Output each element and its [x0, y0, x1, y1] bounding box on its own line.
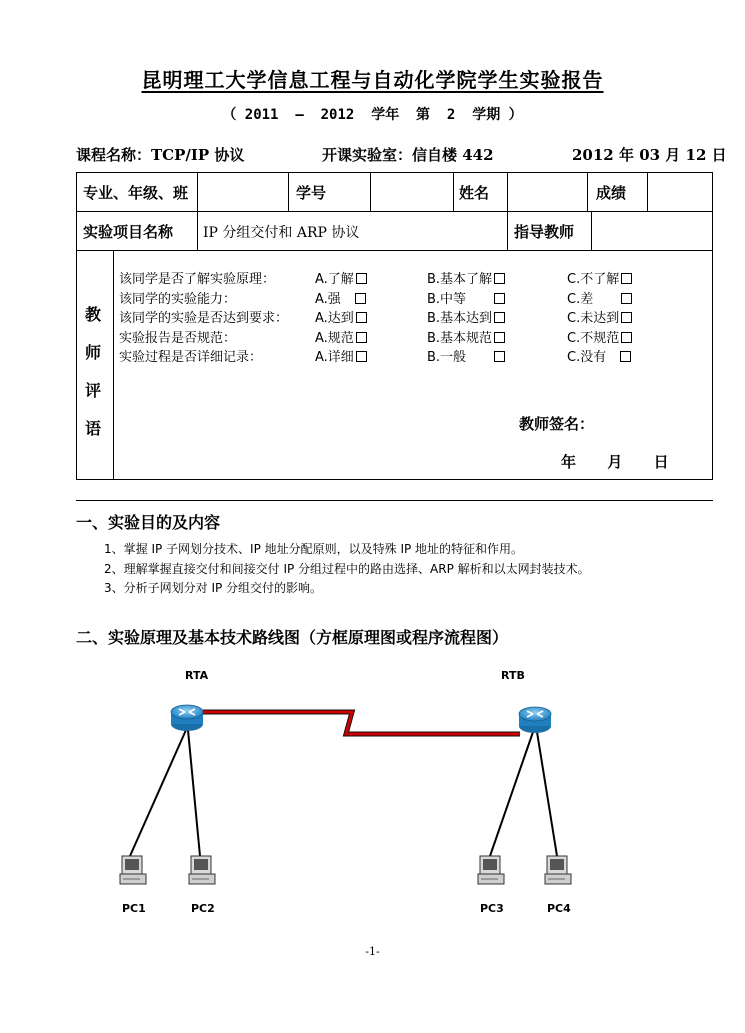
eval-question: 实验过程是否详细记录：	[119, 350, 263, 365]
report-title: 昆明理工大学信息工程与自动化学院学生实验报告	[141, 68, 604, 92]
student-id-label: 学号	[296, 184, 327, 202]
eval-option-b: B.基本规范	[427, 330, 493, 346]
eval-option-a: A.达到	[315, 311, 354, 326]
name-value[interactable]	[513, 176, 583, 208]
eval-question: 该同学的实验能力：	[119, 291, 237, 307]
eval-question: 实验报告是否规范：	[119, 330, 237, 346]
eval-option-a: A.规范	[315, 330, 354, 346]
pc4-icon	[545, 856, 571, 884]
term-line: （ 2011 — 2012 学年 第 2 学期 ）	[222, 107, 523, 123]
checkbox[interactable]	[621, 273, 632, 284]
link-rtb-pc4	[537, 732, 557, 856]
eval-option-c: C.没有	[567, 350, 607, 365]
checkbox[interactable]	[621, 312, 632, 323]
pc1-icon	[120, 856, 146, 884]
link-rtb-pc3	[490, 732, 533, 856]
pc3-label: PC3	[480, 902, 504, 915]
checkbox[interactable]	[494, 293, 505, 304]
teacher-eval-char: 师	[84, 343, 101, 362]
serial-link-color	[203, 712, 520, 734]
eval-option-b: B.中等	[427, 291, 467, 307]
name-label: 姓名	[459, 184, 490, 202]
pc2-label: PC2	[191, 902, 215, 915]
checkbox[interactable]	[355, 293, 366, 304]
eval-option-a: A.详细	[315, 350, 354, 365]
report-date: 2012 年 03 月 12 日	[572, 146, 727, 164]
signature-label: 教师签名：	[519, 415, 595, 433]
link-rta-pc2	[188, 730, 200, 856]
link-rta-pc1	[130, 730, 186, 856]
checkbox[interactable]	[621, 293, 632, 304]
list-item: 2、理解掌握直接交付和间接交付 IP 分组过程中的路由选择、ARP 解析和以太网封装技术。	[104, 561, 590, 576]
eval-question: 该同学的实验是否达到要求：	[119, 311, 289, 326]
eval-option-c: C.不了解	[567, 272, 620, 287]
eval-option-b: B.基本达到	[427, 311, 493, 326]
pc3-icon	[478, 856, 504, 884]
section2-heading: 二、实验原理及基本技术路线图（方框原理图或程序流程图）	[76, 628, 509, 647]
checkbox[interactable]	[356, 332, 367, 343]
section-divider	[76, 500, 713, 501]
checkbox[interactable]	[494, 312, 505, 323]
teacher-eval-char: 语	[84, 419, 101, 438]
page-number: -1-	[365, 945, 380, 958]
checkbox[interactable]	[494, 273, 505, 284]
major-label: 专业、年级、班	[83, 184, 189, 202]
teacher-eval-char: 评	[84, 381, 101, 400]
project-label: 实验项目名称	[83, 223, 174, 241]
score-value[interactable]	[652, 176, 707, 208]
score-label: 成绩	[596, 184, 627, 202]
teacher-eval-char: 教	[84, 305, 101, 324]
router-rta-icon	[171, 705, 203, 731]
list-item: 3、分析子网划分对 IP 分组交付的影响。	[104, 581, 323, 595]
checkbox[interactable]	[356, 273, 367, 284]
checkbox[interactable]	[356, 312, 367, 323]
project-value: IP 分组交付和 ARP 协议	[203, 225, 360, 241]
checkbox[interactable]	[620, 351, 631, 362]
eval-option-c: C.差	[567, 291, 594, 307]
router-rtb-label: RTB	[501, 669, 525, 682]
router-rta-label: RTA	[185, 669, 209, 682]
section1-heading: 一、实验目的及内容	[76, 513, 221, 532]
router-rtb-icon	[519, 707, 551, 733]
eval-question: 该同学是否了解实验原理：	[119, 272, 276, 287]
network-diagram	[0, 660, 745, 930]
eval-option-b: B.基本了解	[427, 272, 493, 287]
eval-option-a: A.强	[315, 291, 341, 307]
eval-option-b: B.一般	[427, 350, 467, 365]
eval-option-c: C.不规范	[567, 330, 620, 346]
checkbox[interactable]	[356, 351, 367, 362]
pc1-label: PC1	[122, 902, 146, 915]
pc2-icon	[189, 856, 215, 884]
checkbox[interactable]	[494, 332, 505, 343]
student-id-value[interactable]	[377, 176, 447, 208]
lab-room: 开课实验室：信自楼 442	[322, 146, 494, 164]
eval-option-c: C.未达到	[567, 311, 620, 326]
serial-link	[203, 712, 520, 734]
checkbox[interactable]	[621, 332, 632, 343]
course-name: 课程名称：TCP/IP 协议	[76, 146, 245, 164]
signature-date: 年 月 日	[561, 453, 669, 471]
eval-option-a: A.了解	[315, 272, 354, 287]
advisor-value[interactable]	[597, 215, 707, 247]
section1-items	[104, 540, 590, 599]
teacher-eval-label	[82, 296, 104, 448]
checkbox[interactable]	[494, 351, 505, 362]
major-value[interactable]	[203, 176, 283, 208]
pc4-label: PC4	[547, 902, 571, 915]
advisor-label: 指导教师	[514, 223, 575, 241]
list-item: 1、掌握 IP 子网划分技术、IP 地址分配原则，以及特殊 IP 地址的特征和作用。	[104, 542, 524, 556]
